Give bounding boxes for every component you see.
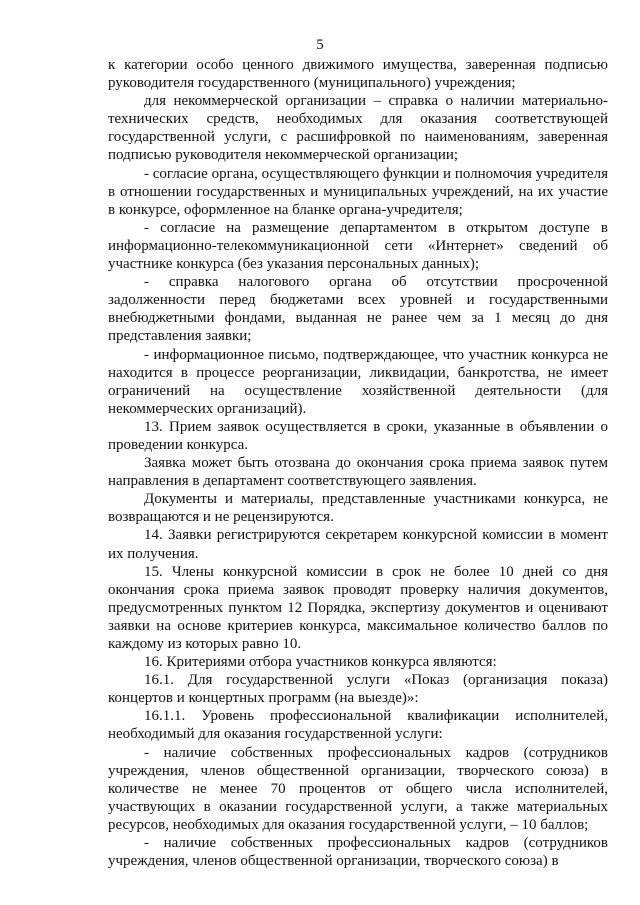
paragraph: - наличие собственных профессиональных кадров (сотрудников учреждения, членов общественной организации, творческого союза) в количестве не менее 70 процентов от общего числа исполнителей, участвующих в оказании государственной услуги, а также материальных ресурсов, необходимых для оказания государственной услуги, – 10 баллов;	[108, 744, 608, 833]
paragraph: 14. Заявки регистрируются секретарем конкурсной комиссии в момент их получения.	[108, 527, 608, 562]
paragraph: к категории особо ценного движимого имущества, заверенная подписью руководителя государственного (муниципального) учреждения;	[108, 57, 608, 92]
paragraph: - согласие на размещение департаментом в открытом доступе в информационно-телекоммуникационной сети «Интернет» сведений об участнике конкурса (без указания персональных данных);	[108, 219, 608, 273]
paragraph: - наличие собственных профессиональных кадров (сотрудников учреждения, членов общественной организации, творческого союза) в	[108, 835, 608, 870]
document-body	[108, 56, 608, 870]
paragraph: 13. Прием заявок осуществляется в сроки, указанные в объявлении о проведении конкурса.	[108, 418, 608, 453]
paragraph: 15. Члены конкурсной комиссии в срок не более 10 дней со дня окончания срока приема заявок проводят проверку наличия документов, предусмотренных пунктом 12 Порядка, экспертизу документов и оценивают заявки на основе критериев конкурса, максимальное количество баллов по каждому из которых равно 10.	[108, 563, 608, 652]
paragraph: 16.1.1. Уровень профессиональной квалификации исполнителей, необходимый для оказания государственной услуги:	[108, 708, 608, 743]
paragraph: 16.1. Для государственной услуги «Показ (организация показа) концертов и концертных программ (на выезде)»:	[108, 672, 608, 707]
paragraph: - справка налогового органа об отсутствии просроченной задолженности перед бюджетами всех уровней и государственными внебюджетными фондами, выданная не ранее чем за 1 месяц до дня представления заявки;	[108, 274, 608, 345]
paragraph: Заявка может быть отозвана до окончания срока приема заявок путем направления в департамент соответствующего заявления.	[108, 455, 608, 490]
paragraph: 16. Критериями отбора участников конкурса являются:	[144, 654, 497, 671]
paragraph: Документы и материалы, представленные участниками конкурса, не возвращаются и не рецензируются.	[108, 491, 608, 526]
paragraph: для некоммерческой организации – справка о наличии материально-технических средств, необходимых для оказания соответствующей государственной услуги, с расшифровкой по наименованиям, заверенная подписью руководителя некоммерческой организации;	[108, 93, 608, 164]
paragraph: - информационное письмо, подтверждающее, что участник конкурса не находится в процессе реорганизации, ликвидации, банкротства, не имеет ограничений на осуществление хозяйственной деятельности (для некоммерческих организаций).	[108, 346, 608, 417]
page-number: 5	[316, 37, 324, 53]
paragraph: - согласие органа, осуществляющего функции и полномочия учредителя в отношении государственных и муниципальных учреждений, на их участие в конкурсе, оформленное на бланке органа-учредителя;	[108, 165, 608, 218]
